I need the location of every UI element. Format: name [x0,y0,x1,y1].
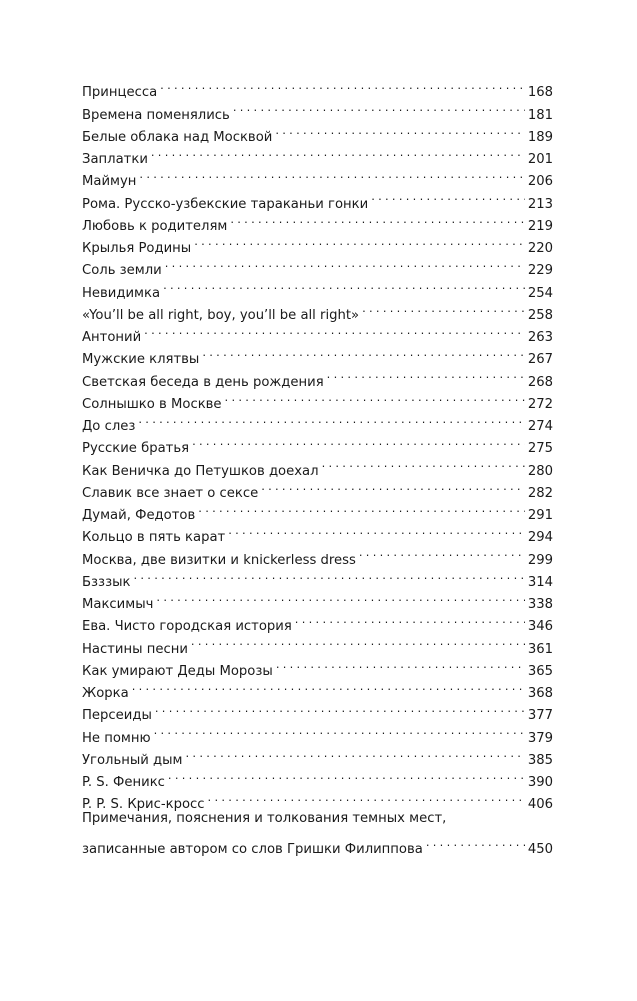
toc-entry[interactable] [82,408,553,434]
toc-entry-title: Светская беседа в день рождения [82,374,324,390]
dot-leader [154,719,525,741]
dot-leader [133,564,524,586]
dot-leader [160,74,525,96]
toc-entry-title: Думай, Федотов [82,508,196,523]
toc-entry-title: Максимыч [82,597,154,612]
dot-leader [138,408,524,430]
toc-entry-title: Жорка [82,686,129,701]
toc-entry-title: Антоний [82,330,142,345]
toc-entry[interactable] [82,675,553,701]
toc-entry-page: 181 [527,107,553,123]
toc-entry-title: Ева. Чисто городская история [82,619,292,635]
toc-entry-page: 368 [527,686,553,701]
toc-entry-title: P. S. Феникс [82,775,165,790]
dot-leader [276,653,525,675]
toc-entry[interactable] [82,74,553,101]
table-of-contents [82,74,553,857]
toc-entry[interactable] [82,185,553,212]
toc-entry-title: Маймун [82,174,137,190]
dot-leader [151,141,525,163]
toc-entry[interactable] [82,163,553,190]
toc-entry-title: Солнышко в Москве [82,396,222,412]
toc-entry-page: 361 [527,641,553,657]
toc-entry-page: 390 [527,775,553,790]
toc-entry-title: P. P. S. Крис-кросс [82,797,205,813]
dot-leader [191,630,525,652]
toc-entry-title: Соль земли [82,263,162,279]
toc-entry-title-line2: записанные автором со слов Гришки Филиппова [82,841,423,857]
toc-entry-page: 254 [527,285,553,301]
dot-leader [261,475,525,497]
dot-leader [359,541,525,563]
toc-entry-title: Рома. Русско-узбекские тараканьи гонки [82,196,369,212]
dot-leader [228,519,525,541]
toc-entry-page: 213 [527,196,553,212]
toc-entry-title: Крылья Родины [82,241,192,256]
dot-leader [168,764,525,786]
toc-entry-page: 272 [527,396,553,412]
toc-entry-page: 450 [527,841,553,857]
toc-entry-page: 338 [527,597,553,612]
toc-entry[interactable] [82,430,553,457]
toc-entry-page: 201 [527,152,553,167]
toc-entry-notes[interactable] [82,808,553,857]
toc-entry-page: 168 [527,85,553,101]
toc-entry-title: Как умирают Деды Морозы [82,663,273,679]
toc-entry-page: 291 [527,508,553,523]
toc-entry[interactable] [82,564,553,590]
toc-entry-page: 294 [527,530,553,546]
toc-entry-page: 263 [527,330,553,345]
toc-entry-page: 346 [527,619,553,635]
toc-entry[interactable] [82,719,553,746]
toc-entry-title: Угольный дым [82,752,183,768]
toc-entry-page: 385 [527,752,553,768]
toc-entry[interactable] [82,341,553,368]
toc-entry-page: 275 [527,441,553,457]
toc-entry-page: 365 [527,663,553,679]
toc-entry-page: 189 [527,129,553,145]
dot-leader [144,319,525,341]
toc-entry-title: Невидимка [82,285,161,301]
dot-leader [192,430,525,452]
toc-entry-title: Кольцо в пять карат [82,530,226,546]
dot-leader [371,185,525,207]
toc-entry-page: 206 [527,174,553,190]
toc-entry-page: 219 [527,218,553,234]
toc-entry-last-line [82,831,553,857]
toc-entry-page: 379 [527,730,553,746]
toc-entry-title: «You’ll be all right, boy, you’ll be all right» [82,307,360,323]
toc-entry-page: 268 [527,374,553,390]
toc-entry-title: Принцесса [82,85,158,101]
toc-entry-page: 258 [527,307,553,323]
toc-entry-page: 280 [527,463,553,479]
dot-leader [208,786,525,808]
dot-leader [295,608,525,630]
dot-leader [194,230,525,252]
toc-entry-title: Мужские клятвы [82,352,200,368]
toc-entry-title: Белые облака над Москвой [82,129,273,145]
dot-leader [155,697,525,719]
dot-leader [327,363,525,385]
toc-entry-title: Как Веничка до Петушков доехал [82,463,319,479]
toc-entry[interactable] [82,319,553,345]
toc-entry-title: Русские братья [82,441,190,457]
toc-entry-page: 220 [527,241,553,256]
dot-leader [163,274,525,296]
toc-entry[interactable] [82,586,553,612]
toc-entry-page: 406 [527,797,553,813]
dot-leader [202,341,524,363]
toc-entry-page: 274 [527,419,553,434]
toc-entry-page: 299 [527,552,553,568]
toc-entry-title: Персеиды [82,708,152,724]
dot-leader [165,252,525,274]
dot-leader [139,163,524,185]
dot-leader [132,675,525,697]
dot-leader [186,742,525,764]
toc-entry-title: Не помню [82,730,151,746]
dot-leader [156,586,524,608]
toc-entry-title: Настины песни [82,641,188,657]
dot-leader [198,497,525,519]
toc-entry-title: Бзззык [82,574,131,590]
toc-entry-title: Времена поменялись [82,107,230,123]
toc-entry-title-line1: Примечания, пояснения и толкования темных мест, [82,811,447,827]
toc-entry-page: 229 [527,263,553,279]
dot-leader [230,208,524,230]
dot-leader [225,386,525,408]
toc-entry[interactable] [82,141,553,167]
toc-entry-title: До слез [82,419,136,434]
toc-entry-title: Москва, две визитки и knickerless dress [82,552,356,568]
dot-leader [275,119,524,141]
dot-leader [362,297,525,319]
toc-entry-page: 282 [527,485,553,501]
dot-leader [426,831,525,853]
toc-entry-title: Любовь к родителям [82,218,228,234]
toc-entry-title: Славик все знает о сексе [82,485,259,501]
toc-entry-page: 377 [527,708,553,724]
toc-entry-title: Заплатки [82,152,148,167]
toc-entry-page: 314 [527,574,553,590]
toc-entry[interactable] [82,697,553,724]
toc-entry-page: 267 [527,352,553,368]
dot-leader [233,96,525,118]
dot-leader [322,452,525,474]
